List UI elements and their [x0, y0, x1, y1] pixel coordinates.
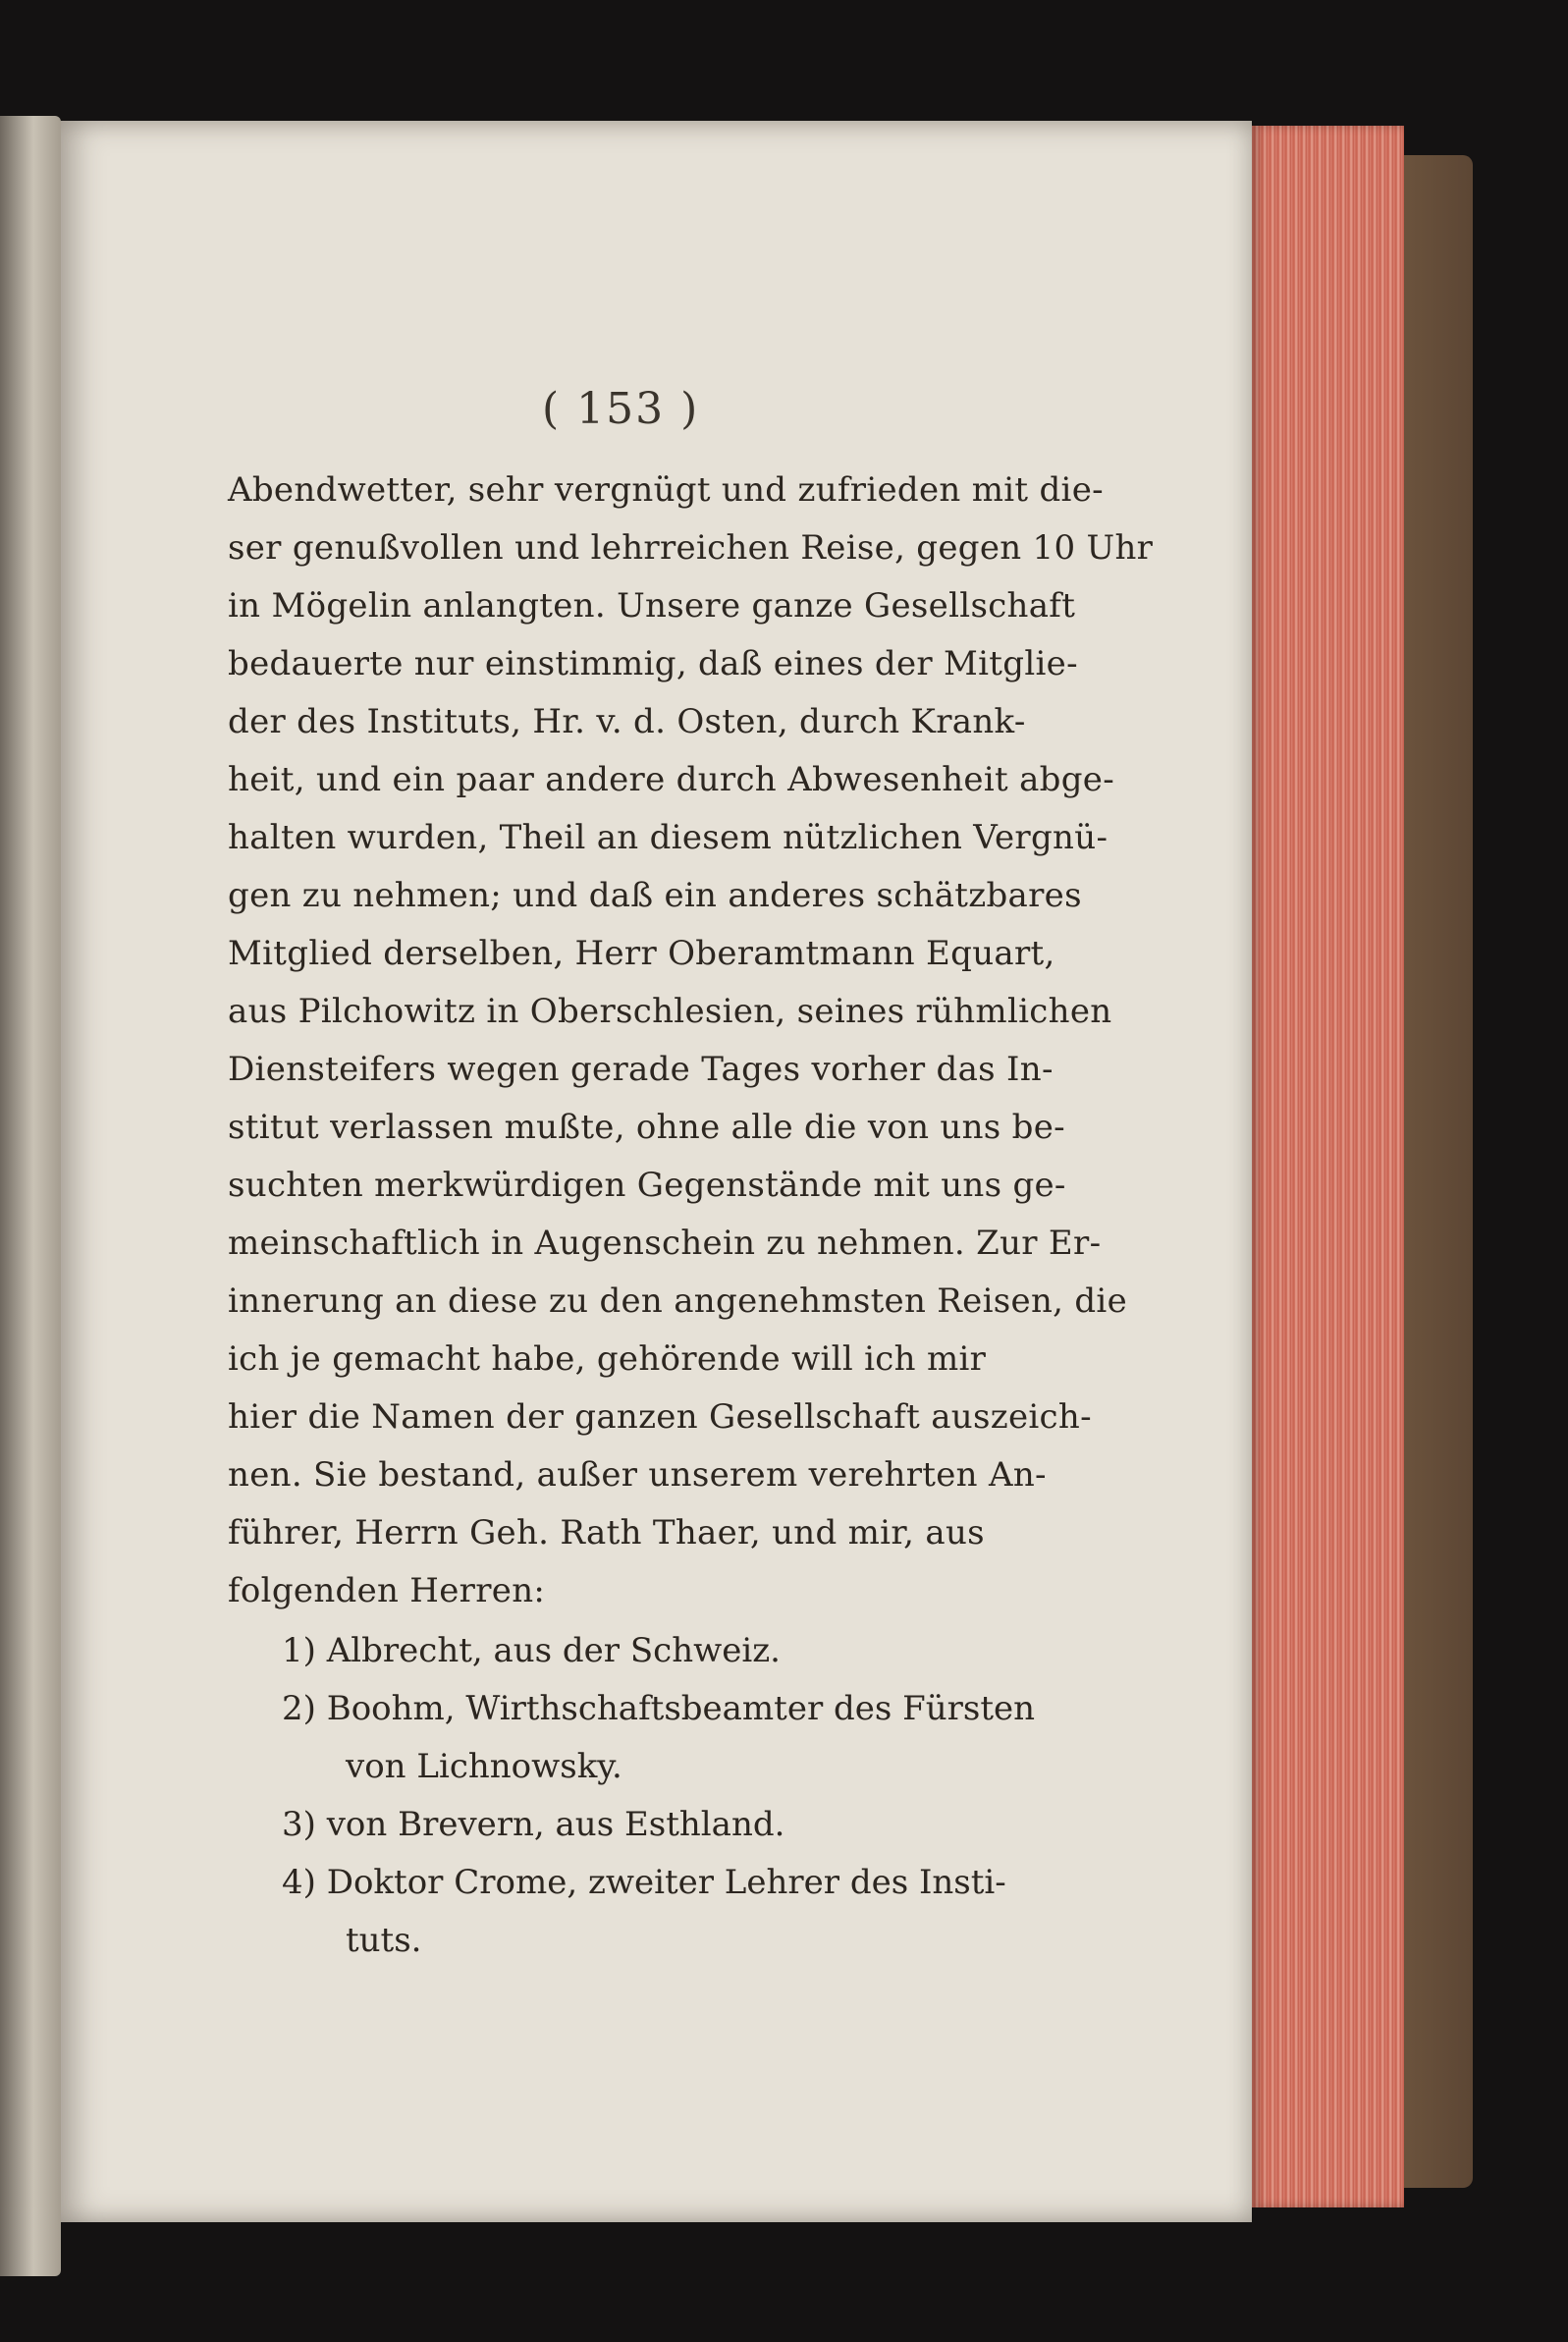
text-line: gen zu nehmen; und daß ein anderes schätzbares: [228, 876, 1082, 915]
list-item: 3) von Brevern, aus Esthland.: [282, 1805, 785, 1844]
list-item-continuation: von Lichnowsky.: [346, 1747, 622, 1786]
text-line: aus Pilchowitz in Oberschlesien, seines rühmlichen: [228, 992, 1112, 1031]
page-block-red-edge: [1252, 126, 1404, 2207]
book-page: [61, 121, 1252, 2222]
text-line: hier die Namen der ganzen Gesellschaft auszeich-: [228, 1397, 1092, 1437]
text-line: stitut verlassen mußte, ohne alle die von uns be-: [228, 1108, 1065, 1147]
text-line: halten wurden, Theil an diesem nützlichen Vergnü-: [228, 818, 1108, 857]
text-line: Mitglied derselben, Herr Oberamtmann Equart,: [228, 934, 1055, 973]
list-item: 1) Albrecht, aus der Schweiz.: [282, 1631, 781, 1670]
text-line: bedauerte nur einstimmig, daß eines der Mitglie-: [228, 644, 1078, 683]
text-line: nen. Sie bestand, außer unserem verehrten An-: [228, 1455, 1047, 1495]
page-number: ( 153 ): [542, 384, 700, 434]
text-line: innerung an diese zu den angenehmsten Reisen, die: [228, 1281, 1128, 1321]
text-line: Diensteifers wegen gerade Tages vorher das In-: [228, 1050, 1054, 1089]
list-item: 4) Doktor Crome, zweiter Lehrer des Insti-: [282, 1863, 1006, 1902]
text-line: in Mögelin anlangten. Unsere ganze Gesellschaft: [228, 586, 1076, 626]
list-item-continuation: tuts.: [346, 1921, 422, 1960]
text-line: ser genußvollen und lehrreichen Reise, gegen 10 Uhr: [228, 528, 1154, 568]
text-line: ich je gemacht habe, gehörende will ich mir: [228, 1339, 987, 1379]
text-line: führer, Herrn Geh. Rath Thaer, und mir, aus: [228, 1513, 985, 1552]
text-line: heit, und ein paar andere durch Abwesenheit abge-: [228, 760, 1114, 799]
text-line: Abendwetter, sehr vergnügt und zufrieden mit die-: [228, 470, 1104, 510]
text-line: der des Instituts, Hr. v. d. Osten, durch Krank-: [228, 702, 1026, 741]
list-item: 2) Boohm, Wirthschaftsbeamter des Fürsten: [282, 1689, 1036, 1728]
text-line: suchten merkwürdigen Gegenstände mit uns ge-: [228, 1166, 1066, 1205]
text-line: meinschaftlich in Augenschein zu nehmen. Zur Er-: [228, 1224, 1102, 1263]
text-line: folgenden Herren:: [228, 1571, 546, 1610]
facing-page-edge: [0, 116, 61, 2276]
